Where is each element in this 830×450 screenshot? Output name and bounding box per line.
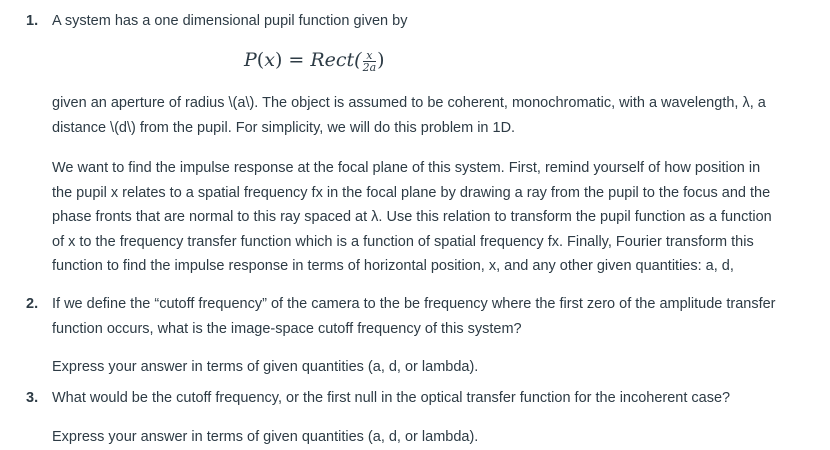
equation-fraction <box>363 50 377 73</box>
question-1-intro: A system has a one dimensional pupil function given by <box>52 13 408 29</box>
clipped-text-fragment <box>52 282 572 286</box>
question-3-number: 3. <box>26 390 39 406</box>
equation-lhs: P(x) = <box>244 49 311 71</box>
fraction-numerator: x <box>363 50 377 62</box>
fraction-denominator: 2a <box>362 60 377 74</box>
question-2-express: Express your answer in terms of given quantities (a, d, or lambda). <box>52 359 479 375</box>
equation-rect: Rect( <box>310 49 362 71</box>
paragraph-2-line-4: of x to the frequency transfer function which is a function of spatial frequency fx. Finally, Fourier transform this <box>52 233 754 250</box>
pupil-function-equation <box>244 48 385 73</box>
paragraph-2-line-5: function to find the impulse response in terms of horizontal position, x, and any other given quantities: a, d, <box>52 258 734 274</box>
paragraph-2-line-2: the pupil x relates to a spatial frequency fx in the focal plane by drawing a ray from the pupil to the focus and the <box>52 184 771 201</box>
question-3-text: What would be the cutoff frequency, or the first null in the optical transfer function for the incoherent case? <box>52 390 731 406</box>
question-2-text <box>52 292 812 341</box>
question-2-line-1: If we define the “cutoff frequency” of the camera to the be frequency where the first zero of the amplitude transfer <box>52 296 776 312</box>
paragraph-2-line-1: We want to find the impulse response at the focal plane of this system. First, remind yourself of how position in <box>52 160 761 176</box>
paragraph-1-line-2: distance \(d\) from the pupil. For simplicity, we will do this problem in 1D. <box>52 119 516 136</box>
question-3-express: Express your answer in terms of given quantities (a, d, or lambda). <box>52 429 479 445</box>
question-1-paragraph-1 <box>52 91 812 140</box>
question-2-line-2: function occurs, what is the image-space cutoff frequency of this system? <box>52 320 522 337</box>
paragraph-1-line-1: given an aperture of radius \(a\). The object is assumed to be coherent, monochromatic, with a wavelength, λ, a <box>52 95 766 111</box>
equation-close-paren: ) <box>377 49 385 71</box>
paragraph-2-line-3: phase fronts that are normal to this ray spaced at λ. Use this relation to transform the pupil function as a function <box>52 209 772 225</box>
question-1-number: 1. <box>26 13 39 29</box>
question-1-paragraph-2 <box>52 156 812 279</box>
question-2-number: 2. <box>26 296 39 312</box>
